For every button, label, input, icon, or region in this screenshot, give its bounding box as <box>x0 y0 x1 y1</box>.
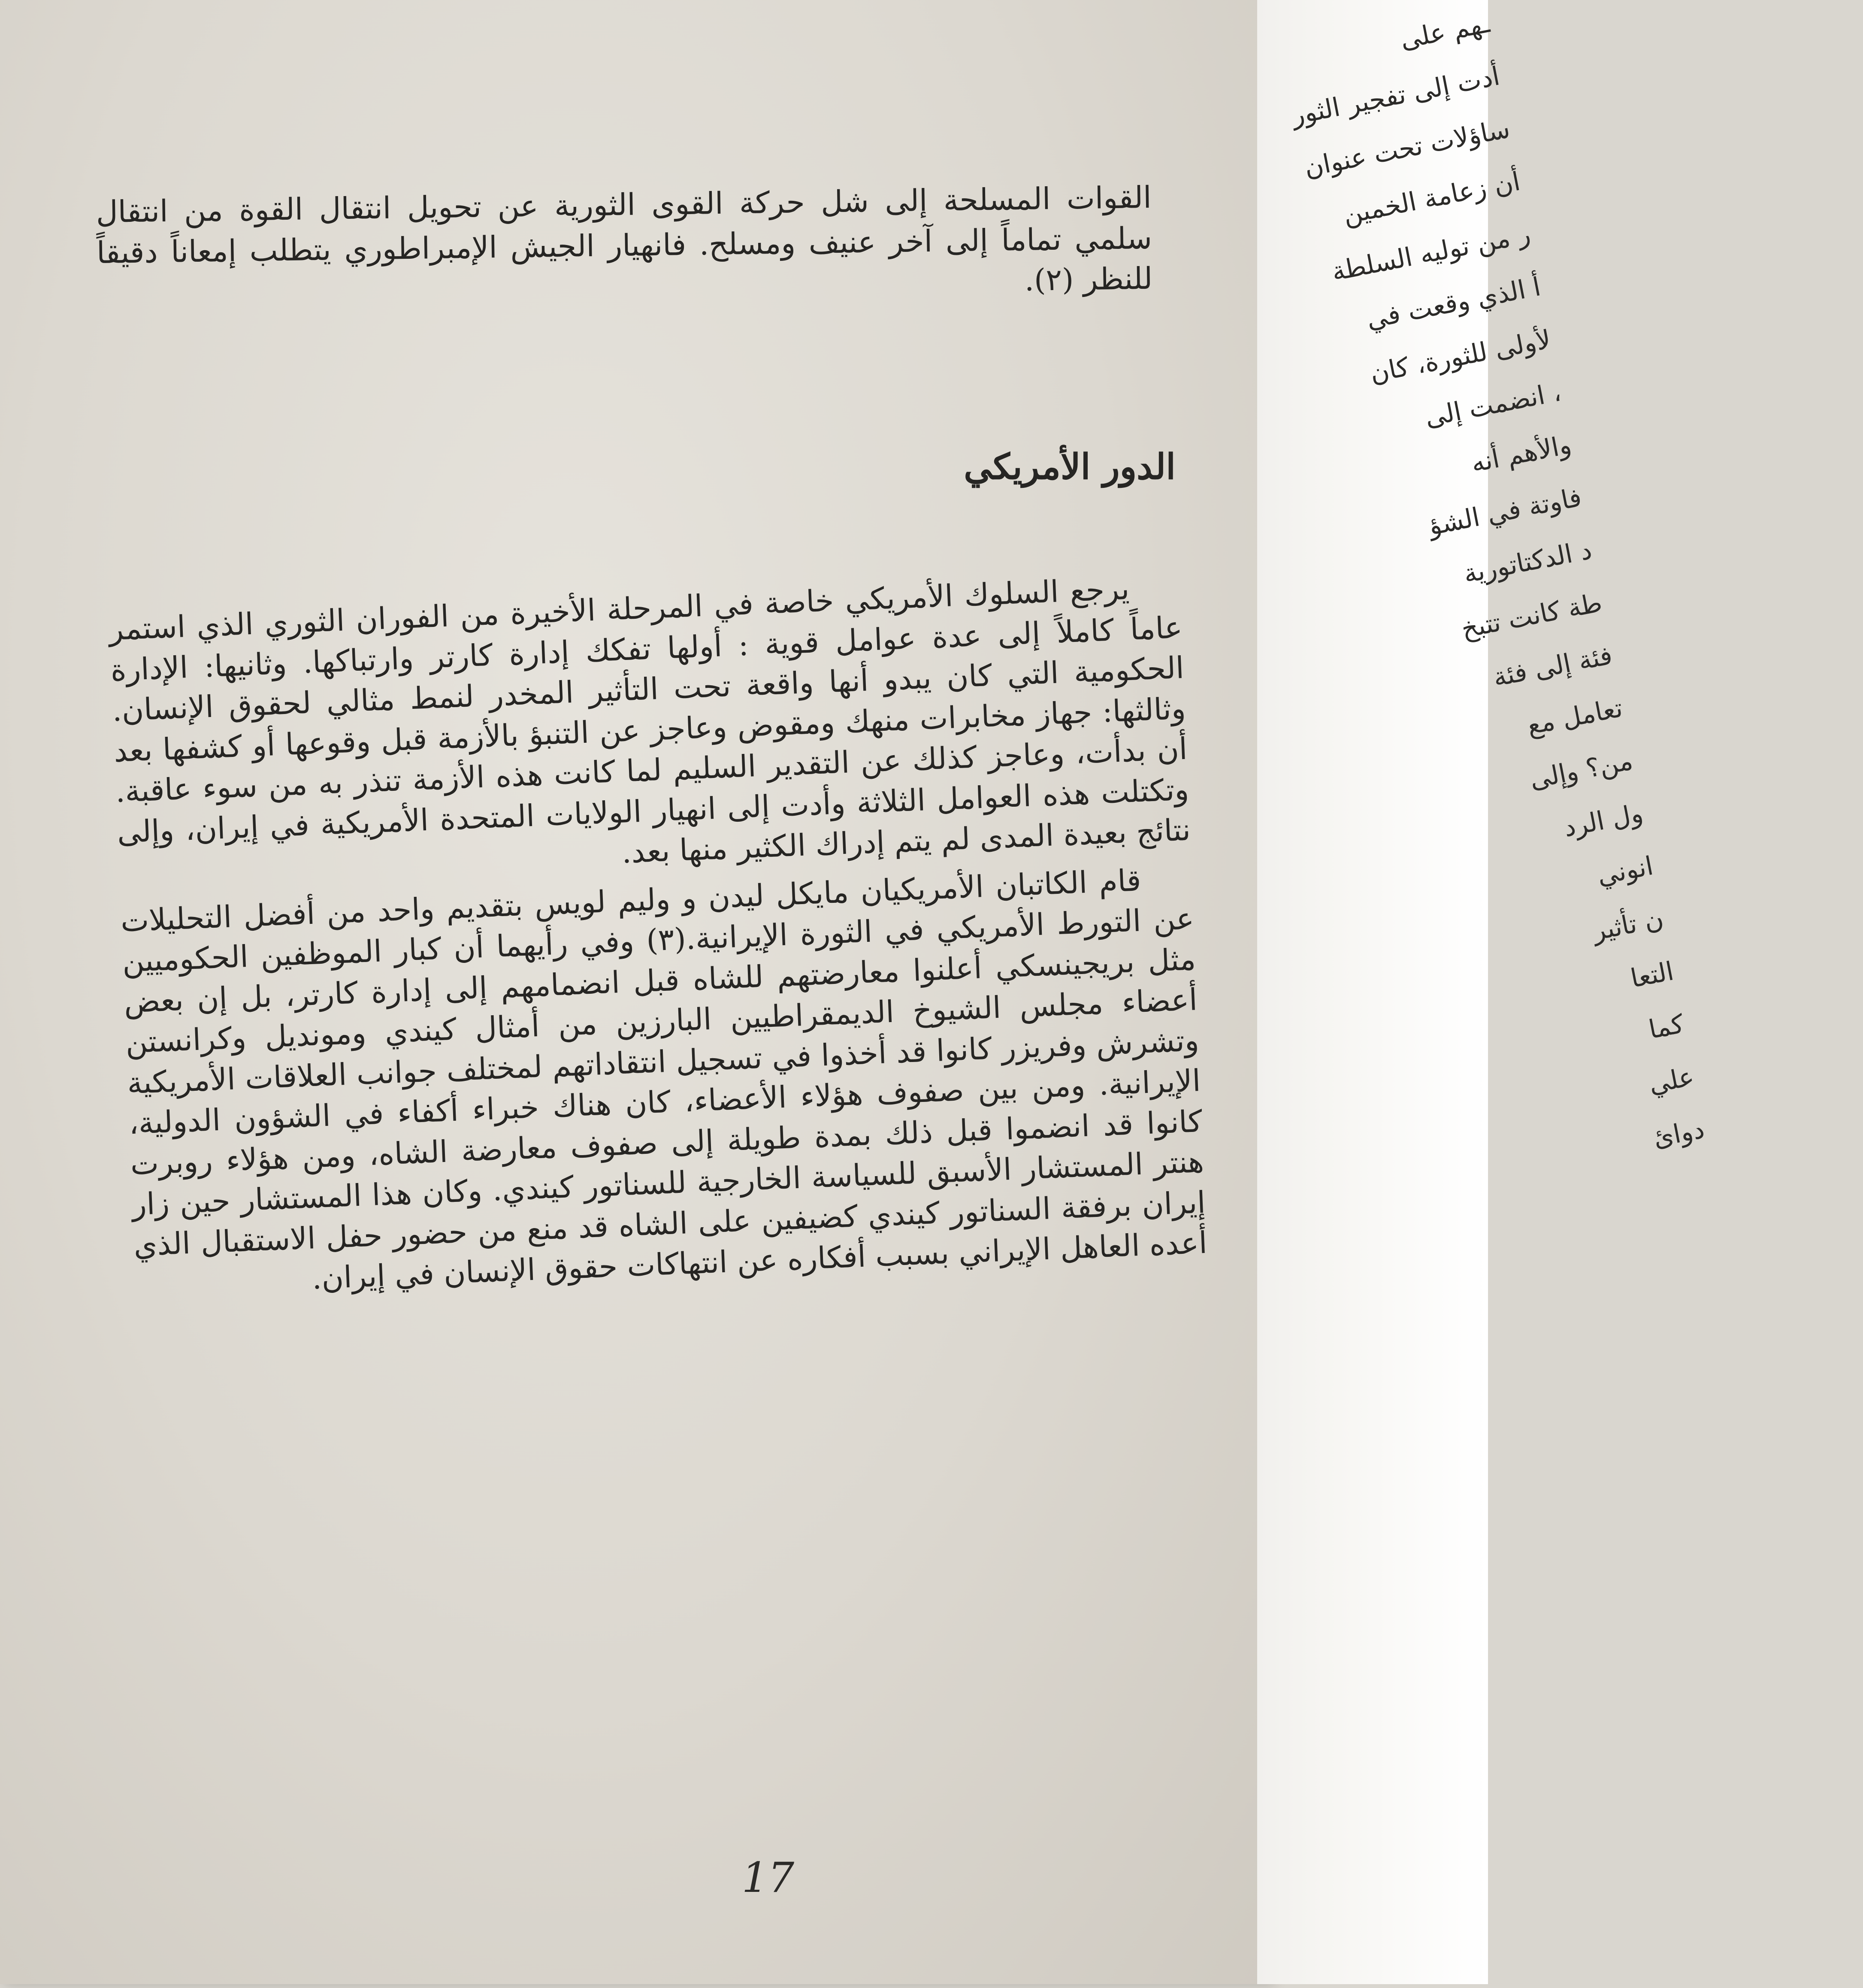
side-line-9: والأهم أنه <box>1468 430 1574 479</box>
side-line-21: علي <box>1646 1061 1697 1100</box>
page-number: 17 <box>741 1854 795 1902</box>
side-line-3: ساؤلات تحت عنوان <box>1302 114 1512 183</box>
side-line-20: كما <box>1646 1008 1687 1045</box>
body-paragraph-2: قام الكاتبان الأمريكيان مايكل ليدن و وليم لويس بتقديم واحد من أفضل التحليلات عن التورط الأمريكي في الثورة الإيرانية.(٣) وفي رأيهما أن كبار الموظفين الحكوميين مثل بريجينسكي أعلنوا معارضتهم للشاه قبل انضمامهم إلى إدارة كارتر، بل إن بعض أعضاء مجلس الشيوخ الديمقراطيين البارزين من أمثال كيندي ومونديل وكرانستن وتشرش وفريزر كانوا قد أخذوا في تسجيل انتقاداتهم لمختلف جوانب العلاقات الأمريكية الإيرانية. ومن بين صفوف هؤلاء الأعضاء، كان هناك خبراء أكفاء في الشؤون الدولية، كانوا قد انضموا قبل ذلك بمدة طويلة إلى صفوف معارضة الشاه، ومن هؤلاء روبرت هنتر المستشار الأسبق للسياسة الخارجية للسناتور كيندي. وكان هذا المستشار حين زار إيران برفقة السناتور كيندي كضيفين على الشاه قد منع من حضور حفل الاستقبال الذي أعده العاهل الإيراني بسبب أفكاره عن انتهاكات حقوق الإنسان في إيران. <box>120 862 1208 1296</box>
side-line-11: د الدكتاتورية <box>1461 535 1594 590</box>
side-line-12: طة كانت تتبخ <box>1459 587 1605 645</box>
side-line-7: لأولى للثورة، كان <box>1367 324 1554 389</box>
side-line-13: فئة إلى فئة <box>1491 640 1615 693</box>
side-line-5: ر من توليه السلطة <box>1329 219 1533 287</box>
side-line-1: ـهم على <box>1397 8 1492 55</box>
side-line-10: فاوتة في الشؤ <box>1426 482 1584 542</box>
side-line-6: أ الذي وقعت في <box>1364 272 1543 335</box>
side-line-22: دوائ <box>1651 1114 1707 1153</box>
side-line-17: انوني <box>1594 850 1656 891</box>
side-line-8: ، انضمت إلى <box>1422 377 1564 433</box>
body-text <box>108 566 1208 1314</box>
side-line-2: أدت إلى تفجير الثور <box>1289 61 1503 131</box>
section-title: الدور الأمريكي <box>964 446 1176 487</box>
side-line-16: ول الرد <box>1561 798 1645 843</box>
side-line-14: تعامل مع <box>1524 693 1625 741</box>
side-line-15: من؟ وإلى <box>1527 745 1636 795</box>
top-paragraph: القوات المسلحة إلى شل حركة القوى الثورية عن تحويل انتقال القوة من انتقال سلمي تماماً إلى آخر عنيف ومسلح. فانهيار الجيش الإمبراطوري يتطلب إمعاناً دقيقاً للنظر (٢). <box>96 179 1153 298</box>
side-line-19: التعا <box>1628 956 1676 994</box>
side-line-4: أن زعامة الخمين <box>1340 166 1523 230</box>
body-paragraph-1: يرجع السلوك الأمريكي خاصة في المرحلة الأخيرة من الفوران الثوري الذي استمر عاماً كاملاً إلى عدة عوامل قوية : أولها تفكك إدارة كارتر وارتباكها. وثانيها: الإدارة الحكومية التي كان يبدو أنها واقعة تحت التأثير المخدر لنمط مثالي لحقوق الإنسان. وثالثها: جهاز مخابرات منهك ومقوض وعاجز عن التنبؤ بالأزمة قبل وقوعها أو كشفها بعد أن بدأت، وعاجز كذلك عن التقدير السليم لما كانت هذه الأزمة تنذر به من سوء عاقبة. وتكتلت هذه العوامل الثلاثة وأدت إلى انهيار الولايات المتحدة الأمريكية في إيران، وإلى نتائج بعيدة المدى لم يتم إدراك الكثير منها بعد. <box>108 571 1192 870</box>
side-line-18: ن تأثير <box>1590 903 1666 947</box>
